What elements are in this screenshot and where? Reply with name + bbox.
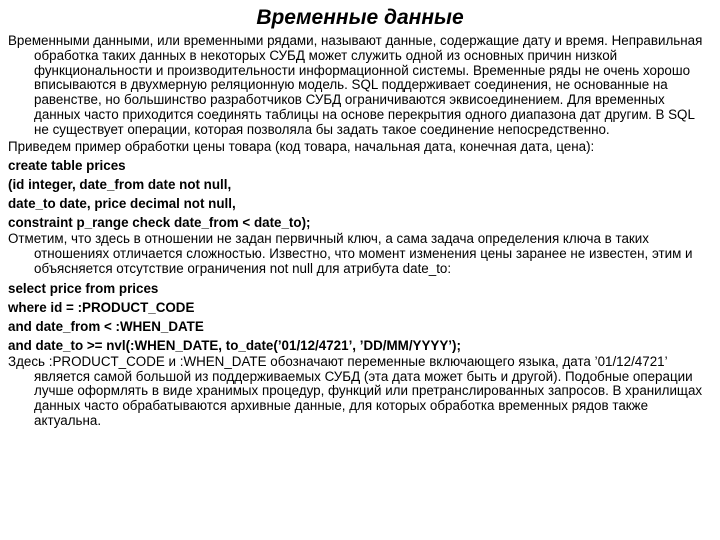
paragraph-intro: Временными данными, или временными рядами, называют данные, содержащие дату и время. Неправильная обработка таких данных в некоторых СУБД может служить одной из основных причин низкой функциональности и производительности информационной системы. Временные ряды не очень хорошо вписываются в двухмерную реляционную модель. SQL поддерживает соединения, не основанные на равенстве, но большинство разработчиков СУБД ограничиваются эквисоединением. Для временных данных часто приходится соединять таблицы на основе перекрытия одного диапазона дат другим. В SQL не существует операции, которая позволяла бы задать такое соединение непосредственно. [8, 33, 703, 137]
paragraph-conclusion: Здесь :PRODUCT_CODE и :WHEN_DATE обозначают переменные включающего языка, дата ’01/12/4721’ является самой большой из поддерживаемых СУБД (эта дата может быть и другой). Подобные операции лучше оформлять в виде хранимых процедур, функций или претранслированных запросов. В хранилищах данных часто обрабатываются архивные данные, для которых обработка временных рядов также актуальна. [8, 353, 703, 428]
code-line: date_to date, price decimal not null, [8, 196, 236, 212]
slide-title: Временные данные [256, 6, 464, 29]
paragraph-key-note: Отметим, что здесь в отношении не задан первичный ключ, а сама задача определения ключа в таких отношениях отличается сложностью. Известно, что момент изменения цены заранее не известен, этим и объясняется отсутствие ограничения not null для атрибута date_to: [8, 231, 693, 276]
code-line: and date_to >= nvl(:WHEN_DATE, to_date(’01/12/4721’, ’DD/MM/YYYY’); [8, 337, 461, 353]
code-line: constraint p_range check date_from < date_to); [8, 215, 311, 231]
code-block-create-table [8, 156, 712, 232]
code-line: (id integer, date_from date not null, [8, 177, 232, 193]
code-line: and date_from < :WHEN_DATE [8, 318, 204, 334]
code-line: create table prices [8, 158, 126, 174]
code-line: select price from prices [8, 280, 159, 296]
paragraph-example-intro: Приведем пример обработки цены товара (код товара, начальная дата, конечная дата, цена): [8, 138, 595, 154]
code-block-select [8, 279, 712, 355]
code-line: where id = :PRODUCT_CODE [8, 299, 195, 315]
